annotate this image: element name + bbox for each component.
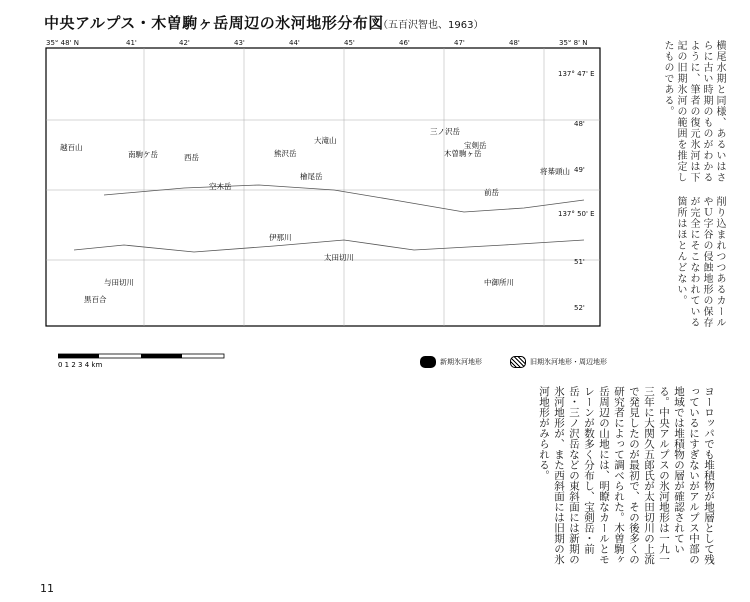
place-kumazawa: 熊沢岳 — [274, 149, 297, 158]
legend-old — [510, 356, 607, 368]
coord-right-1: 137° 47' E — [558, 70, 595, 78]
coord-top-8: 47' — [454, 40, 465, 47]
map-credit: （五百沢智也、1963） — [378, 20, 484, 31]
place-awagahira: 空木岳 — [209, 182, 232, 191]
body-text: ヨーロッパでも堆積物が地層として残っているにすぎないがアルプス中部の地域では堆積物の層が確認されている。中央アルプスの氷河地形は一九一三年に大関久五郎氏が太田切川の上流で発見したのが最初で、その後多くの研究者によって調べられた。木曽駒ヶ岳周辺の山地には、明瞭なカールとモレーンが数多く分布し、宝剣岳・前岳・三ノ沢岳などの東斜面には新期の氷河地形が、また西斜面には旧期の氷河地形がみられる。 — [538, 386, 715, 565]
coord-top-1: 35° 48' N — [46, 40, 79, 47]
legend-new-label: 新期氷河地形 — [440, 358, 482, 366]
coord-right-2: 48' — [574, 120, 585, 128]
coord-right-6: 52' — [574, 304, 585, 312]
coord-right-3: 49' — [574, 166, 585, 174]
legend-old-swatch — [510, 356, 526, 368]
coord-top-10: 35° 8' N — [559, 40, 588, 47]
place-river1: 伊那川 — [269, 233, 292, 242]
place-hoken: 宝剣岳 — [464, 141, 487, 150]
coord-right-5: 51' — [574, 258, 585, 266]
legend-new — [420, 356, 482, 368]
coord-top-9: 48' — [509, 40, 520, 47]
side-column-top: 横尾水期と同様、あるいはさらに古い時期のものがわかるように、筆者の復元氷河は下記の旧期氷河の範囲を推定したものである。 — [662, 40, 725, 183]
page-number: 11 — [40, 582, 54, 595]
place-kisokomagatake: 木曽駒ヶ岳 — [444, 149, 482, 158]
legend-new-swatch — [420, 356, 436, 368]
coord-top-7: 46' — [399, 40, 410, 47]
place-utsugi: 檜尾岳 — [300, 172, 323, 181]
place-minamikoma: 南駒ケ岳 — [128, 150, 158, 159]
glacial-map — [44, 40, 602, 328]
place-mayu: 前岳 — [484, 188, 499, 197]
coord-top-4: 43' — [234, 40, 245, 47]
coord-top-3: 42' — [179, 40, 190, 47]
place-ootaki: 大滝山 — [314, 136, 337, 145]
place-river3: 中御所川 — [484, 278, 514, 287]
coord-top-6: 45' — [344, 40, 355, 47]
coord-right-4: 137° 50' E — [558, 210, 595, 218]
place-sannose: 三ノ沢岳 — [430, 127, 460, 136]
scale-label: 0 1 2 3 4 km — [58, 361, 103, 369]
side-column-bottom: 削り込まれつつあるカールやＵ字谷の侵蝕地形の保存が完全にそこなわれている箇所はほとんどない。 — [675, 196, 725, 328]
place-river2: 太田切川 — [324, 253, 354, 262]
place-kusatakeyama: 越百山 — [60, 143, 83, 152]
place-kuroyuri: 黒百合 — [84, 295, 107, 304]
legend-old-label: 旧期氷河地形・周辺地形 — [530, 358, 607, 366]
place-forest1: 与田切川 — [104, 278, 134, 287]
place-pass: 将棊頭山 — [540, 167, 570, 176]
place-nishikomagatake: 西岳 — [184, 153, 199, 162]
map-title: 中央アルプス・木曽駒ヶ岳周辺の氷河地形分布図 — [44, 14, 384, 32]
coord-top-2: 41' — [126, 40, 137, 47]
coord-top-5: 44' — [289, 40, 300, 47]
scale-bar — [58, 352, 228, 374]
